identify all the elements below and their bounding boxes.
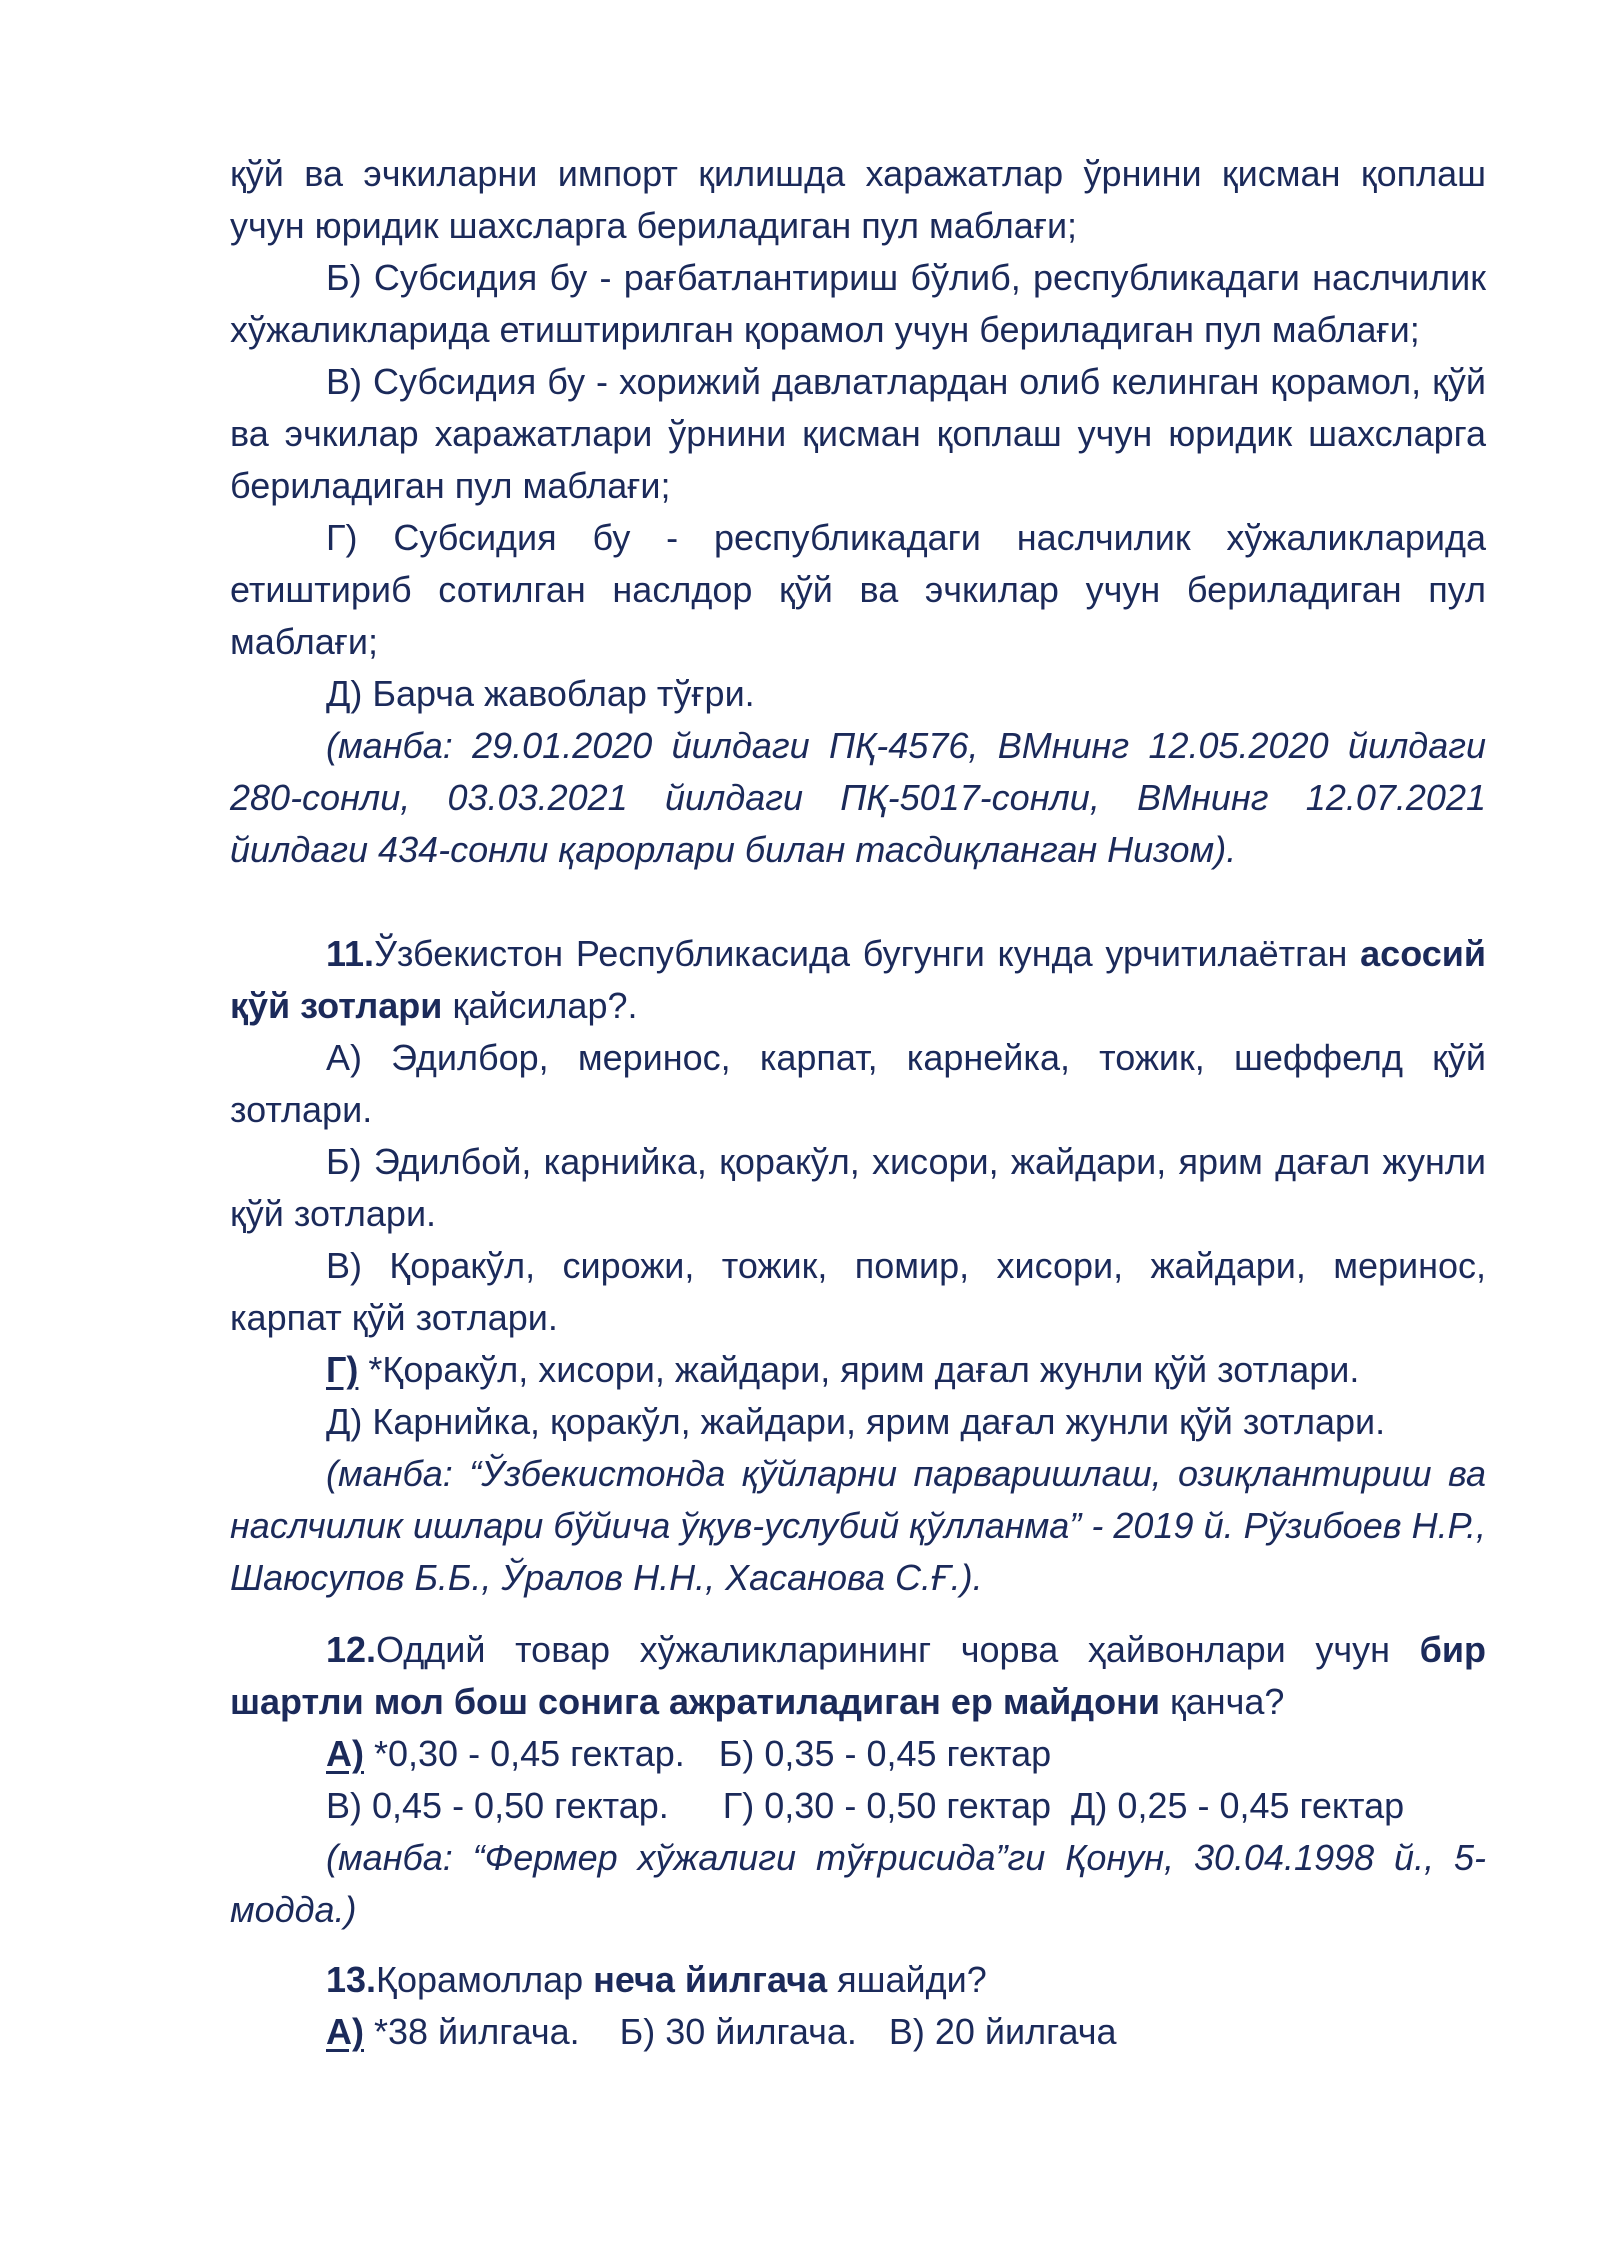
q11-option-g-text: *Қоракўл, хисори, жайдари, ярим дағал жунли қўй зотлари.: [358, 1349, 1360, 1390]
q10-option-v: В) Субсидия бу - хорижий давлатлардан олиб келинган қорамол, қўй ва эчкилар харажатлари ўрнини қисман қоплаш учун юридик шахсларга бериладиган пул маблағи;: [230, 361, 1486, 506]
q13-option-a: [326, 2006, 580, 2058]
q11-text-after: қайсилар?.: [442, 985, 638, 1026]
spacer: [230, 876, 1486, 928]
q11-text-bold: асосий қўй зотлари: [230, 933, 1486, 1026]
q11-option-d: Д) Карнийка, қоракўл, жайдари, ярим дағал жунли қўй зотлари.: [326, 1401, 1386, 1442]
q13-option-v: В) 20 йилгача: [888, 2011, 1117, 2052]
q11-option-g: [230, 1344, 1486, 1396]
q11-question: [230, 928, 1486, 1032]
q13-option-b: Б) 30 йилгача.: [619, 2011, 857, 2052]
q10-option-d: Д) Барча жавоблар тўғри.: [326, 673, 755, 714]
q10-option-b: Б) Субсидия бу - рағбатлантириш бўлиб, республикадаги наслчилик хўжаликларида етиштирилган қорамол учун бериладиган пул маблағи;: [230, 257, 1486, 350]
q11-number: 11.: [326, 933, 375, 974]
q12-text-after: қанча?: [1159, 1681, 1285, 1722]
q13-text-before: Қорамоллар: [376, 1959, 594, 2000]
q10-option-a-continued: қўй ва эчкиларни импорт қилишда харажатлар ўрнини қисман қоплаш учун юридик шахсларга бериладиган пул маблағи;: [230, 153, 1486, 246]
q11-text-before: Ўзбекистон Республикасида бугунги кунда урчитилаётган: [374, 933, 1361, 974]
q11-option-a: А) Эдилбор, меринос, карпат, карнейка, тожик, шеффелд қўй зотлари.: [230, 1037, 1486, 1130]
q13-number: 13.: [326, 1959, 377, 2000]
q12-question: [230, 1624, 1486, 1728]
spacer: [230, 1604, 1486, 1624]
q11-source: (манба: “Ўзбекистонда қўйларни парваришлаш, озиқлантириш ва наслчилик ишлари бўйича ўқув-услубий қўлланма” - 2019 й. Рўзибоев Н.Р., Шаюсупов Б.Б., Ўралов Н.Н., Хасанова С.Ғ.).: [230, 1453, 1486, 1598]
q12-correct-label: А): [326, 1733, 364, 1774]
q12-options-row-2: [230, 1780, 1486, 1832]
q12-option-a-text: *0,30 - 0,45 гектар.: [364, 1733, 685, 1774]
spacer: [230, 1936, 1486, 1954]
q12-option-d: Д) 0,25 - 0,45 гектар: [1071, 1785, 1405, 1826]
q13-text-after: яшайди?: [827, 1959, 987, 2000]
q12-number: 12.: [326, 1629, 377, 1670]
q12-options-row-1: [230, 1728, 1486, 1780]
q12-option-g: Г) 0,30 - 0,50 гектар: [722, 1785, 1052, 1826]
q12-option-v: В) 0,45 - 0,50 гектар.: [326, 1785, 669, 1826]
q13-option-a-text: *38 йилгача.: [364, 2011, 580, 2052]
q10-source: (манба: 29.01.2020 йилдаги ПҚ-4576, ВМнинг 12.05.2020 йилдаги 280-сонли, 03.03.2021 йилдаги ПҚ-5017-сонли, ВМнинг 12.07.2021 йилдаги 434-сонли қарорлари билан тасдиқланган Низом).: [230, 725, 1486, 870]
q13-question: [230, 1954, 1486, 2006]
q11-option-v: В) Қоракўл, сирожи, тожик, помир, хисори, жайдари, меринос, карпат қўй зотлари.: [230, 1245, 1486, 1338]
q13-text-bold: неча йилгача: [593, 1959, 828, 2000]
q12-source: (манба: “Фермер хўжалиги тўғрисида”ги Қонун, 30.04.1998 й., 5-модда.): [230, 1837, 1486, 1930]
q11-correct-label: Г): [326, 1349, 359, 1390]
q12-option-b: Б) 0,35 - 0,45 гектар: [718, 1733, 1052, 1774]
q13-correct-label: А): [326, 2011, 364, 2052]
q13-options-row: [230, 2006, 1486, 2058]
document-body: [230, 148, 1486, 2058]
q12-option-a: [326, 1728, 685, 1780]
q12-text-before: Оддий товар хўжаликларининг чорва ҳайвонлари учун: [376, 1629, 1420, 1670]
q10-option-g: Г) Субсидия бу - республикадаги наслчилик хўжаликларида етиштириб сотилган наслдор қўй ва эчкилар учун бериладиган пул маблағи;: [230, 517, 1486, 662]
q12-text-bold: бир шартли мол бош сонига ажратиладиган ер майдони: [230, 1629, 1486, 1722]
q11-option-b: Б) Эдилбой, карнийка, қоракўл, хисори, жайдари, ярим дағал жунли қўй зотлари.: [230, 1141, 1486, 1234]
